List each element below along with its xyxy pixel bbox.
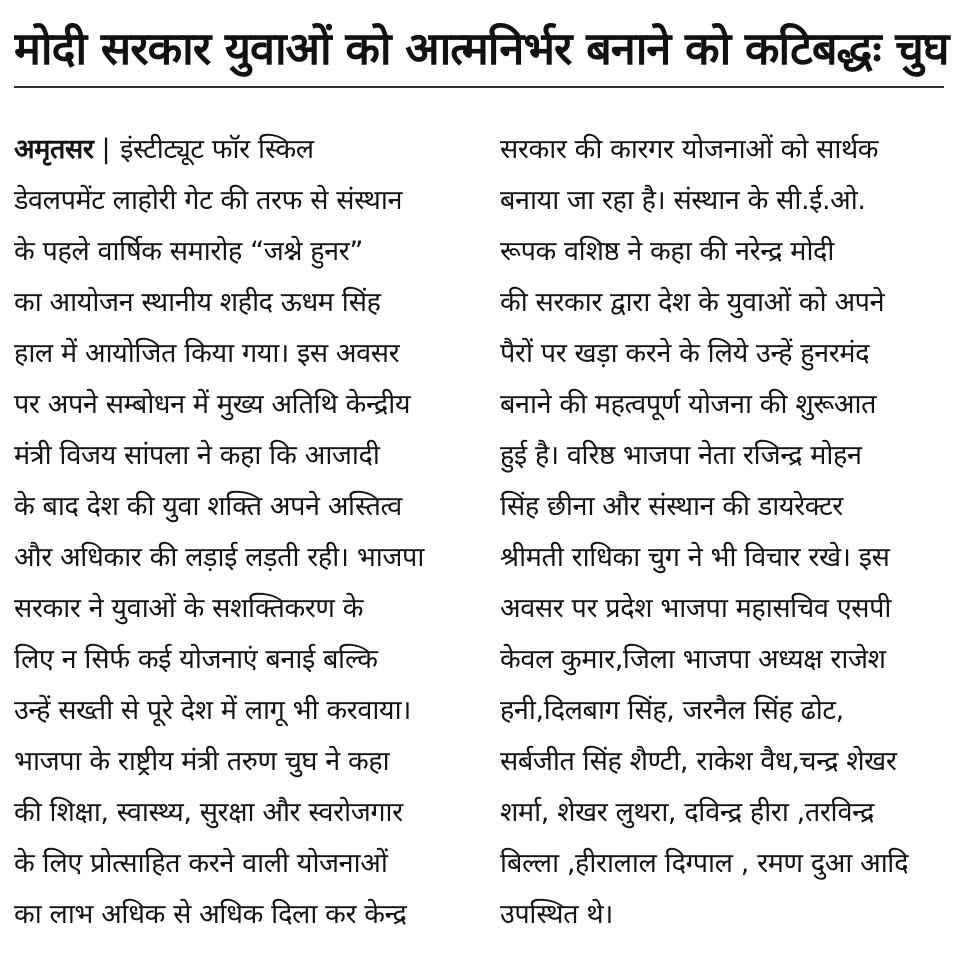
article-line-text: इंस्टीट्यूट फॉर स्किल [120, 134, 314, 165]
article-line: बनाया जा रहा है। संस्थान के सी.ई.ओ. [500, 185, 866, 216]
article-line: हाल में आयोजित किया गया। इस अवसर [14, 338, 400, 369]
article-line: सरकार की कारगर योजनाओं को सार्थक [500, 134, 879, 165]
article-line: के लिए प्रोत्साहित करने वाली योजनाओं [14, 848, 388, 879]
article-line: उन्हें सख्ती से पूरे देश में लागू भी करवाया। [14, 695, 412, 726]
dateline-separator: | [101, 134, 111, 165]
article-headline: मोदी सरकार युवाओं को आत्मनिर्भर बनाने को कटिबद्धः चुघ [14, 22, 949, 75]
article-line: का आयोजन स्थानीय शहीद ऊधम सिंह [14, 287, 381, 318]
article-line: हनी,दिलबाग सिंह, जरनैल सिंह ढोट, [500, 695, 844, 726]
article-line: उपस्थित थे। [500, 899, 613, 930]
dateline-city: अमृतसर [14, 134, 94, 165]
article-line: भाजपा के राष्ट्रीय मंत्री तरुण चुघ ने कहा [14, 746, 390, 777]
article-line: डेवलपमेंट लाहोरी गेट की तरफ से संस्थान [14, 185, 403, 216]
article-line: सर्बजीत सिंह शैण्टी, राकेश वैध,चन्द्र शेखर [500, 746, 897, 777]
article-line: बिल्ला ,हीरालाल दिग्पाल , रमण दुआ आदि [500, 848, 909, 879]
article-line: हुई है। वरिष्ठ भाजपा नेता रजिन्द्र मोहन [500, 440, 862, 471]
article-column-left [14, 124, 454, 940]
article-line: का लाभ अधिक से अधिक दिला कर केन्द्र [14, 899, 407, 930]
article-line: केवल कुमार,जिला भाजपा अध्यक्ष राजेश [500, 644, 886, 675]
headline-divider [14, 86, 944, 88]
article-line: और अधिकार की लड़ाई लड़ती रही। भाजपा [14, 542, 424, 573]
article-line: की शिक्षा, स्वास्थ्य, सुरक्षा और स्वरोजगार [14, 797, 403, 828]
article-line: के बाद देश की युवा शक्ति अपने अस्तित्व [14, 491, 402, 522]
article-line: अवसर पर प्रदेश भाजपा महासचिव एसपी [500, 593, 892, 624]
article-line: मंत्री विजय सांपला ने कहा कि आजादी [14, 440, 380, 471]
article-line: रूपक वशिष्ठ ने कहा की नरेन्द्र मोदी [500, 236, 834, 267]
article-line: सिंह छीना और संस्थान की डायरेक्टर [500, 491, 843, 522]
article-column-right [500, 124, 946, 940]
article-line: पैरों पर खड़ा करने के लिये उन्हें हुनरमंद [500, 338, 870, 369]
article-line: श्रीमती राधिका चुग ने भी विचार रखे। इस [500, 542, 890, 573]
article-line [14, 124, 454, 175]
article-line: की सरकार द्वारा देश के युवाओं को अपने [500, 287, 885, 318]
article-line: लिए न सिर्फ कई योजनाएं बनाई बल्कि [14, 644, 378, 675]
article-line: शर्मा, शेखर लुथरा, दविन्द्र हीरा ,तरविन्द्र [500, 797, 874, 828]
article-line: पर अपने सम्बोधन में मुख्य अतिथि केन्द्रीय [14, 389, 411, 420]
article-line: के पहले वार्षिक समारोह “जश्ने हुनर” [14, 236, 363, 267]
article-line: सरकार ने युवाओं के सशक्तिकरण के [14, 593, 364, 624]
article-line: बनाने की महत्वपूर्ण योजना की शुरूआत [500, 389, 877, 420]
